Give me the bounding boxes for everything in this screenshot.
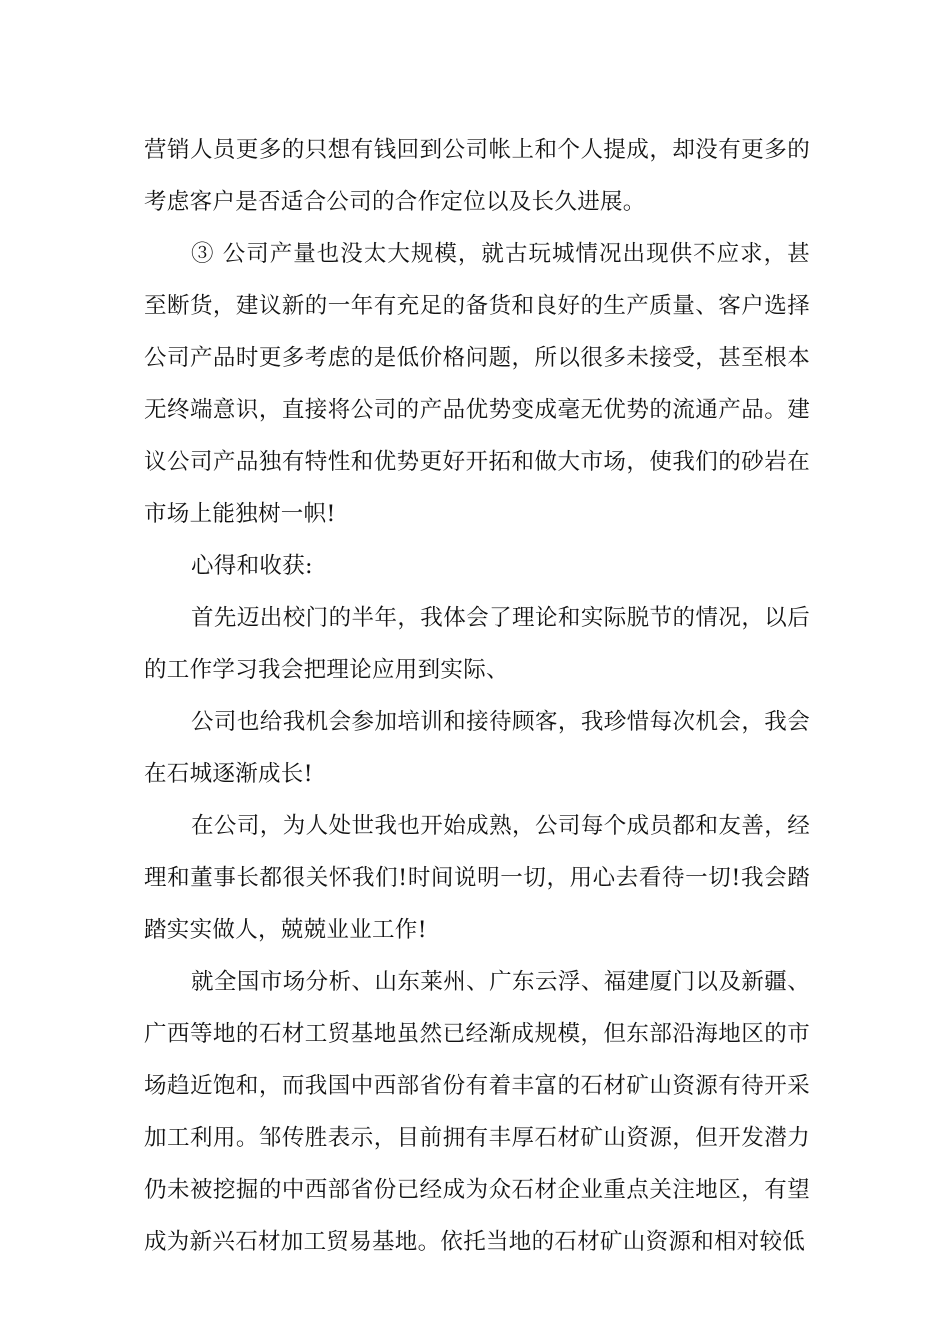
document-body bbox=[144, 124, 810, 1268]
paragraph-7: 就全国市场分析、山东莱州、广东云浮、福建厦门以及新疆、广西等地的石材工贸基地虽然已经渐成规模，但东部沿海地区的市场趋近饱和，而我国中西部省份有着丰富的石材矿山资源有待开采加工利用。邹传胜表示，目前拥有丰厚石材矿山资源，但开发潜力仍未被挖掘的中西部省份已经成为众石材企业重点关注地区，有望成为新兴石材加工贸易基地。依托当地的石材矿山资源和相对较低 bbox=[144, 969, 810, 1255]
paragraph-heading-gains: 心得和收获: bbox=[191, 553, 313, 579]
paragraph-5: 公司也给我机会参加培训和接待顾客，我珍惜每次机会，我会在石城逐渐成长! bbox=[144, 709, 810, 787]
paragraph-4: 首先迈出校门的半年，我体会了理论和实际脱节的情况，以后的工作学习我会把理论应用到实际、 bbox=[144, 605, 810, 683]
paragraph-6: 在公司，为人处世我也开始成熟，公司每个成员都和友善，经理和董事长都很关怀我们!时间说明一切，用心去看待一切!我会踏踏实实做人，兢兢业业工作! bbox=[144, 813, 810, 943]
paragraph-2: ③ 公司产量也没太大规模，就古玩城情况出现供不应求，甚至断货，建议新的一年有充足的备货和良好的生产质量、客户选择公司产品时更多考虑的是低价格问题，所以很多未接受，甚至根本无终端意识，直接将公司的产品优势变成毫无优势的流通产品。建议公司产品独有特性和优势更好开拓和做大市场，使我们的砂岩在市场上能独树一帜! bbox=[144, 241, 810, 527]
paragraph-1: 营销人员更多的只想有钱回到公司帐上和个人提成，却没有更多的考虑客户是否适合公司的合作定位以及长久进展。 bbox=[144, 137, 810, 215]
